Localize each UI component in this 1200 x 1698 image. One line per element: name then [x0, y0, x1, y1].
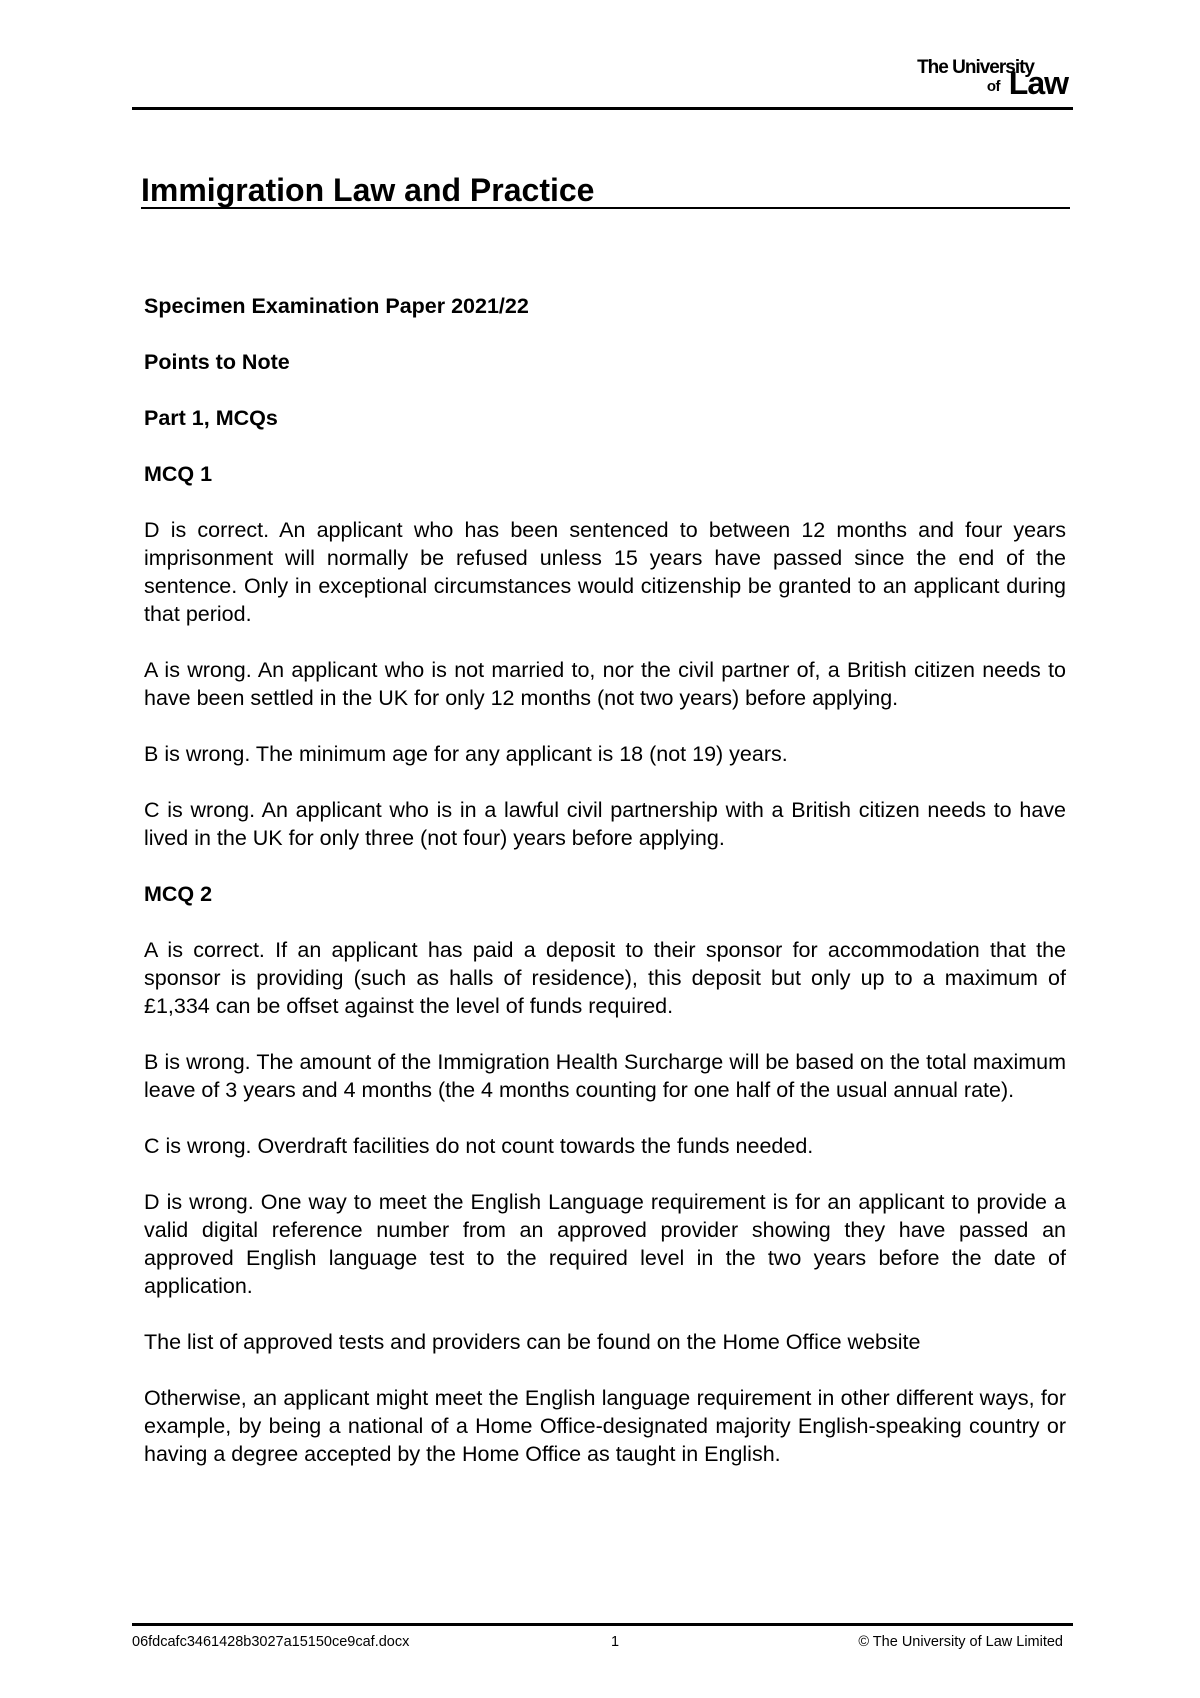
- mcq2-paragraph: The list of approved tests and providers can be found on the Home Office website: [144, 1330, 921, 1354]
- footer-copyright: © The University of Law Limited: [858, 1634, 1063, 1650]
- part-heading: Part 1, MCQs: [144, 406, 278, 430]
- document-body: [144, 292, 1066, 1496]
- footer-filename: 06fdcafc3461428b3027a15150ce9caf.docx: [132, 1634, 410, 1650]
- mcq1-paragraph: B is wrong. The minimum age for any applicant is 18 (not 19) years.: [144, 742, 788, 766]
- mcq1-paragraph: D is correct. An applicant who has been sentenced to between 12 months and four years imprisonment will normally be refused unless 15 years have passed since the end of the sentence. Only in exceptional circumstances would citizenship be granted to an applicant during that period.: [144, 518, 1066, 626]
- logo-text-law: Law: [1008, 65, 1068, 101]
- header-divider: [132, 107, 1073, 110]
- mcq2-paragraph: B is wrong. The amount of the Immigration Health Surcharge will be based on the total maximum leave of 3 years and 4 months (the 4 months counting for one half of the usual annual rate).: [144, 1050, 1066, 1102]
- logo-text-line1: The University: [917, 57, 1034, 78]
- footer-page-number: 1: [611, 1634, 620, 1650]
- mcq2-paragraph: A is correct. If an applicant has paid a deposit to their sponsor for accommodation that the sponsor is providing (such as halls of residence), this deposit but only up to a maximum of £1,334 can be offset against the level of funds required.: [144, 938, 1066, 1018]
- title-underline: [141, 207, 1070, 209]
- mcq2-paragraph: C is wrong. Overdraft facilities do not count towards the funds needed.: [144, 1134, 814, 1158]
- footer-divider: [132, 1623, 1073, 1626]
- exam-subtitle: Specimen Examination Paper 2021/22: [144, 294, 529, 318]
- mcq1-paragraph: C is wrong. An applicant who is in a lawful civil partnership with a British citizen needs to have lived in the UK for only three (not four) years before applying.: [144, 798, 1066, 850]
- logo-text-of: of: [986, 78, 1000, 95]
- mcq2-heading: MCQ 2: [144, 882, 213, 906]
- mcq2-paragraph: D is wrong. One way to meet the English Language requirement is for an applicant to provide a valid digital reference number from an approved provider showing they have passed an approved English language test to the required level in the two years before the date of application.: [144, 1190, 1066, 1298]
- points-heading: Points to Note: [144, 350, 290, 374]
- document-title: Immigration Law and Practice: [141, 172, 595, 208]
- university-logo: [858, 58, 1068, 100]
- mcq1-paragraph: A is wrong. An applicant who is not married to, nor the civil partner of, a British citizen needs to have been settled in the UK for only 12 months (not two years) before applying.: [144, 658, 1066, 710]
- mcq1-heading: MCQ 1: [144, 462, 213, 486]
- page-footer: [132, 1632, 1073, 1656]
- mcq2-paragraph: Otherwise, an applicant might meet the English language requirement in other different ways, for example, by being a national of a Home Office-designated majority English-speaking country or having a degree accepted by the Home Office as taught in English.: [144, 1386, 1066, 1466]
